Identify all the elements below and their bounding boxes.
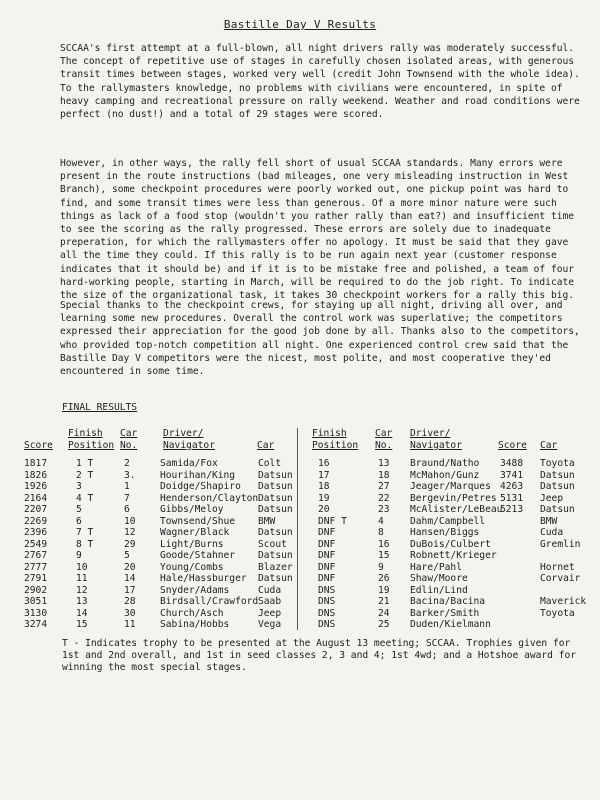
row-score: 4263 [500,481,524,492]
row-driver-navigator: McAlister/LeBeau [410,504,503,515]
row-finish-position: 12 [76,584,88,596]
row-score: 2767 [24,550,48,561]
row-finish-position: DNF [318,538,336,550]
row-car-no: 28 [124,596,136,607]
row-car-no: 6 [124,504,130,515]
row-car: Jeep [540,492,564,504]
row-driver-navigator: Gibbs/Meloy [160,504,224,515]
row-driver-navigator: Dahm/Campbell [410,515,486,527]
header-car: Car [257,440,275,451]
row-car-no: 16 [378,538,390,550]
row-finish-position: 13 [76,596,88,607]
header-score: Score [24,440,53,451]
row-score: 5213 [500,504,524,515]
row-score: 2164 [24,492,48,504]
table-row [0,562,600,574]
row-car: Datsun [258,481,293,492]
row-car-no: 20 [124,561,136,573]
row-finish-position: 16 [318,458,330,469]
row-driver-navigator: Snyder/Adams [160,584,230,596]
row-score: 1926 [24,481,48,492]
row-car-no: 1 [124,481,130,492]
row-finish-position: DNF [318,550,336,561]
row-score: 2777 [24,561,48,573]
table-row [0,539,600,551]
row-driver-navigator: McMahon/Gunz [410,469,480,481]
row-finish-position: 18 [318,481,330,492]
row-car: Toyota [540,458,575,469]
row-car-no: 2 [124,458,130,469]
row-car-no: 9 [378,561,384,573]
row-score: 3741 [500,469,524,481]
row-car: Toyota [540,607,575,619]
final-results-title: FINAL RESULTS [62,402,138,413]
row-driver-navigator: Shaw/Moore [410,573,468,584]
row-car: Cuda [540,527,564,538]
row-finish-position: 19 [318,492,330,504]
row-car-no: 15 [378,550,390,561]
row-driver-navigator: Church/Asch [160,607,224,619]
row-finish-position: 9 [76,550,82,561]
table-row [0,470,600,482]
row-driver-navigator: Young/Combs [160,561,224,573]
paragraph-shortcomings: However, in other ways, the rally fell short of usual SCCAA standards. Many errors were present in the route instructions (bad mileages, one very misleading instruction in West Branch), some checkpoint procedures were poorly worked out, one pickup point was hard to find, and some transit times were less than generous. Of a more minor nature were such things as lack of a food stop (wouldn't you rather rally than eat?) and insufficient time to see the scoring as the rally progressed. These errors are solely due to inadequate preperation, for which the rallymasters offer no apology. It must be said that they gave all the time they could. If this rally is to be run again next year (customer response indicates that it should be) and if it is to be mistake free and polished, a team of four hard-working people, starting in March, will be required to do the job right. To indicate the size of the organizational task, it takes 30 checkpoint workers for a rally this big. [60,158,575,302]
row-car: Saab [258,596,282,607]
row-finish-position: DNS [318,596,336,607]
row-finish-position: 1 T [76,458,94,469]
row-driver-navigator: Hansen/Biggs [410,527,480,538]
row-car: Datsun [540,469,575,481]
row-car-no: 23 [378,504,390,515]
row-driver-navigator: Edlin/Lind [410,584,468,596]
row-score: 2207 [24,504,48,515]
row-car: BMW [540,515,558,527]
page-title: Bastille Day V Results [223,18,377,31]
row-score: 1826 [24,469,48,481]
row-driver-navigator: Birdsall/Crawford [160,596,259,607]
row-car-no: 22 [378,492,390,504]
row-car: Corvair [540,573,581,584]
row-car-no: 14 [124,573,136,584]
row-car-no: 18 [378,469,390,481]
row-driver-navigator: Doidge/Shapiro [160,481,241,492]
row-driver-navigator: Hale/Hassburger [160,573,247,584]
paragraph-thanks: Special thanks to the checkpoint crews, for staying up all night, driving all over, and learning some new procedures. Overall the control work was superlative; the competitors expressed their appreciation for the good job done by all. Thanks also to the competitors, who provided top-notch competition all night. One experienced control crew said that the Bastille Day V competitors were the nicest, most polite, and most cooperative they'ed encountered in some time. [60,300,580,378]
header-score-right: Score [498,440,527,451]
row-driver-navigator: DuBois/Culbert [410,538,491,550]
row-driver-navigator: Townsend/Shue [160,515,236,527]
table-row [0,550,600,562]
row-finish-position: DNS [318,584,336,596]
row-car-no: 12 [124,527,136,538]
row-score: 3488 [500,458,524,469]
row-car: Maverick [540,596,587,607]
row-car-no: 3. [124,469,136,481]
row-car: Hornet [540,561,575,573]
row-car: Gremlin [540,538,581,550]
row-driver-navigator: Wagner/Black [160,527,230,538]
row-driver-navigator: Sabina/Hobbs [160,619,230,630]
row-car-no: 19 [378,584,390,596]
row-driver-navigator: Light/Burns [160,538,224,550]
row-finish-position: 8 T [76,538,94,550]
row-driver-navigator: Samida/Fox [160,458,218,469]
row-finish-position: DNF T [318,515,347,527]
row-driver-navigator: Goode/Stahner [160,550,236,561]
row-car: Colt [258,458,282,469]
row-car-no: 4 [378,515,384,527]
table-row [0,608,600,620]
row-car-no: 5 [124,550,130,561]
row-car-no: 11 [124,619,136,630]
row-car-no: 29 [124,538,136,550]
header-driver-navigator-right: Driver/ Navigator [410,428,462,451]
row-finish-position: 6 [76,515,82,527]
table-row [0,619,600,631]
row-finish-position: 5 [76,504,82,515]
row-driver-navigator: Robnett/Krieger [410,550,497,561]
row-driver-navigator: Hourihan/King [160,469,236,481]
table-row [0,481,600,493]
row-car: Scout [258,538,287,550]
row-car: Datsun [540,481,575,492]
row-finish-position: DNS [318,607,336,619]
row-finish-position: 20 [318,504,330,515]
row-driver-navigator: Jeager/Marques [410,481,491,492]
row-car-no: 26 [378,573,390,584]
row-car-no: 30 [124,607,136,619]
row-car: Datsun [258,504,293,515]
row-driver-navigator: Barker/Smith [410,607,480,619]
row-finish-position: 4 T [76,492,94,504]
row-finish-position: DNF [318,573,336,584]
row-finish-position: 14 [76,607,88,619]
row-driver-navigator: Bergevin/Petres [410,492,497,504]
header-car-right: Car [540,440,558,451]
row-score: 2396 [24,527,48,538]
row-car-no: 24 [378,607,390,619]
table-row [0,493,600,505]
row-driver-navigator: Bacina/Bacina [410,596,486,607]
row-car: Datsun [258,492,293,504]
row-finish-position: 7 T [76,527,94,538]
row-car-no: 13 [378,458,390,469]
row-score: 2269 [24,515,48,527]
table-row [0,596,600,608]
row-car-no: 7 [124,492,130,504]
row-car: Datsun [540,504,575,515]
row-score: 2791 [24,573,48,584]
row-score: 1817 [24,458,48,469]
header-car-no-right: Car No. [375,428,393,451]
row-driver-navigator: Duden/Kielmann [410,619,491,630]
row-score: 2902 [24,584,48,596]
paragraph-summary: SCCAA's first attempt at a full-blown, all night drivers rally was moderately successful. The concept of repetitive use of stages in carefully chosen isolated areas, with generous transit times between stages, worked very well (credit John Townsend with the whole idea). To the rallymasters knowledge, no problems with civilians were encountered, in spite of heavy camping and recreational pressure on rally weekend. Weather and road conditions were perfect (no dust!) and a total of 29 stages were scored. [60,43,580,121]
row-car: Vega [258,619,282,630]
row-car-no: 17 [124,584,136,596]
row-finish-position: DNF [318,527,336,538]
row-finish-position: 2 T [76,469,94,481]
table-row [0,527,600,539]
row-score: 2549 [24,538,48,550]
row-car: Datsun [258,527,293,538]
header-car-no: Car No. [120,428,138,451]
row-finish-position: 15 [76,619,88,630]
row-car-no: 27 [378,481,390,492]
row-car: BMW [258,515,276,527]
row-car: Datsun [258,573,293,584]
row-car-no: 25 [378,619,390,630]
row-score: 3130 [24,607,48,619]
table-row [0,504,600,516]
row-finish-position: DNS [318,619,336,630]
row-car-no: 10 [124,515,136,527]
table-row [0,585,600,597]
row-driver-navigator: Hare/Pahl [410,561,462,573]
header-finish-position: Finish Position [68,428,115,451]
row-driver-navigator: Braund/Natho [410,458,480,469]
row-finish-position: 17 [318,469,330,481]
row-car: Cuda [258,584,282,596]
row-car: Jeep [258,607,282,619]
trophy-footnote: T - Indicates trophy to be presented at the August 13 meeting; SCCAA. Trophies given for 1st and 2nd overall, and 1st in seed classes 2, 3 and 4; 1st 4wd; and a Hotshoe award for winning the most special stages. [62,638,577,674]
table-row [0,573,600,585]
row-score: 3051 [24,596,48,607]
row-car: Blazer [258,561,293,573]
row-finish-position: DNF [318,561,336,573]
table-row [0,458,600,470]
header-finish-position-right: Finish Position [312,428,359,451]
row-car-no: 8 [378,527,384,538]
table-row [0,516,600,528]
row-score: 5131 [500,492,524,504]
row-finish-position: 3 [76,481,82,492]
header-driver-navigator: Driver/ Navigator [163,428,215,451]
row-finish-position: 11 [76,573,88,584]
row-car: Datsun [258,550,293,561]
row-driver-navigator: Henderson/Clayton [160,492,259,504]
row-score: 3274 [24,619,48,630]
row-car-no: 21 [378,596,390,607]
row-finish-position: 10 [76,561,88,573]
row-car: Datsun [258,469,293,481]
